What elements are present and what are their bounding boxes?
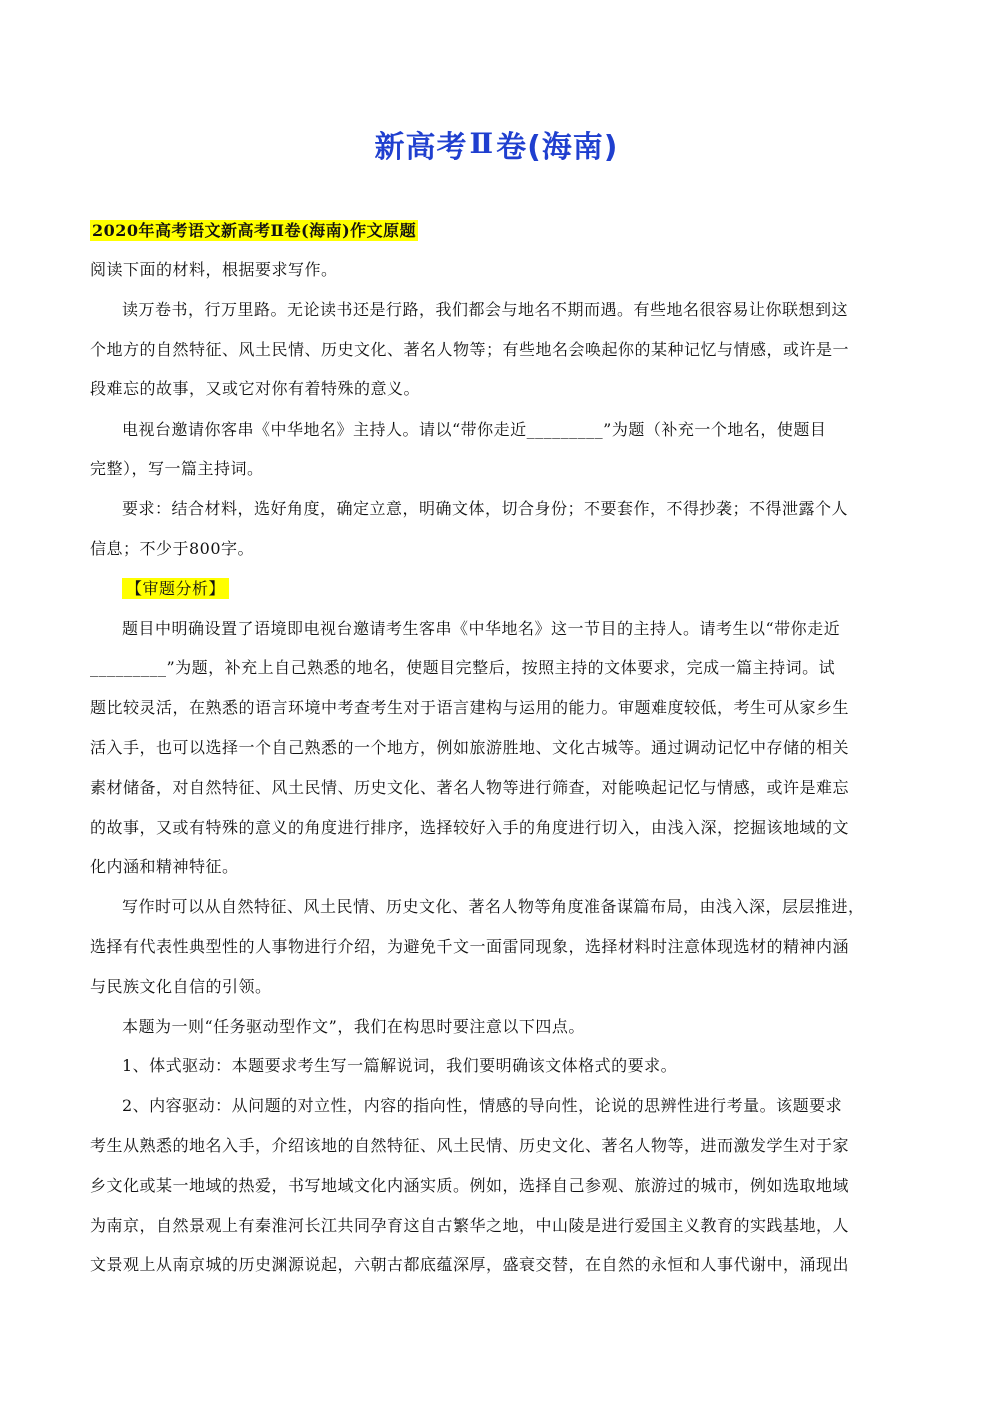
text-line: 题比较灵活，在熟悉的语言环境中考查考生对于语言建构与运用的能力。审题难度较低，考生可从家乡生 [90, 698, 850, 717]
text-line: 活入手，也可以选择一个自己熟悉的一个地方，例如旅游胜地、文化古城等。通过调动记忆中存储的相关 [90, 738, 850, 757]
text-line: 与民族文化自信的引领。 [90, 977, 272, 996]
text-line: 题目中明确设置了语境即电视台邀请考生客串《中华地名》这一节目的主持人。请考生以“带你走近 [122, 619, 841, 638]
text-line: 选择有代表性典型性的人事物进行介绍，为避免千文一面雷同现象，选择材料时注意体现选材的精神内涵 [90, 937, 850, 956]
text-line: 考生从熟悉的地名入手，介绍该地的自然特征、风土民情、历史文化、著名人物等，进而激发学生对于家 [90, 1136, 850, 1155]
section-heading: 2020年高考语文新高考Ⅱ卷(海南)作文原题 [92, 221, 417, 240]
text-line: 信息；不少于800字。 [90, 539, 255, 558]
text-line: 阅读下面的材料，根据要求写作。 [90, 260, 338, 279]
text-line: 写作时可以从自然特征、风土民情、历史文化、著名人物等角度准备谋篇布局，由浅入深，层层推进， [122, 897, 865, 916]
text-line: _________”为题，补充上自己熟悉的地名，使题目完整后，按照主持的文体要求，完成一篇主持词。试 [90, 658, 836, 677]
text-line: 乡文化或某一地域的热爱，书写地域文化内涵实质。例如，选择自己参观、旅游过的城市，例如选取地域 [90, 1176, 850, 1195]
text-line: 本题为一则“任务驱动型作文”，我们在构思时要注意以下四点。 [122, 1017, 585, 1036]
page-title [0, 122, 993, 166]
analysis-heading-line [122, 578, 905, 600]
text-line: 素材储备，对自然特征、风土民情、历史文化、著名人物等进行筛查，对能唤起记忆与情感，或许是难忘 [90, 778, 850, 797]
title-prefix: 新高考 [374, 130, 468, 165]
text-line: 为南京，自然景观上有秦淮河长江共同孕育这自古繁华之地，中山陵是进行爱国主义教育的实践基地，人 [90, 1216, 850, 1235]
text-line: 文景观上从南京城的历史渊源说起，六朝古都底蕴深厚，盛衰交替，在自然的永恒和人事代谢中，涌现出 [90, 1255, 850, 1274]
text-line: 要求：结合材料，选好角度，确定立意，明确文体，切合身份；不要套作，不得抄袭；不得泄露个人 [122, 499, 849, 518]
text-line: 2、内容驱动：从问题的对立性，内容的指向性，情感的导向性，论说的思辨性进行考量。该题要求 [122, 1096, 843, 1115]
analysis-heading: 【审题分析】 [122, 578, 229, 599]
text-line: 化内涵和精神特征。 [90, 857, 239, 876]
text-line: 的故事，又或有特殊的意义的角度进行排序，选择较好入手的角度进行切入，由浅入深，挖掘该地域的文 [90, 818, 850, 837]
title-roman-numeral: Ⅱ [469, 127, 495, 160]
text-line: 电视台邀请你客串《中华地名》主持人。请以“带你走近_________”为题（补充一个地名，使题目 [122, 420, 827, 439]
text-line: 1、体式驱动：本题要求考生写一篇解说词，我们要明确该文体格式的要求。 [122, 1056, 678, 1075]
title-suffix: 卷(海南) [496, 130, 619, 165]
text-line: 个地方的自然特征、风土民情、历史文化、著名人物等；有些地名会唤起你的某种记忆与情感，或许是一 [90, 340, 850, 359]
section-heading-line [90, 220, 905, 242]
text-line: 读万卷书，行万里路。无论读书还是行路，我们都会与地名不期而遇。有些地名很容易让你联想到这 [122, 300, 849, 319]
text-line: 段难忘的故事，又或它对你有着特殊的意义。 [90, 379, 421, 398]
text-line: 完整），写一篇主持词。 [90, 459, 264, 478]
